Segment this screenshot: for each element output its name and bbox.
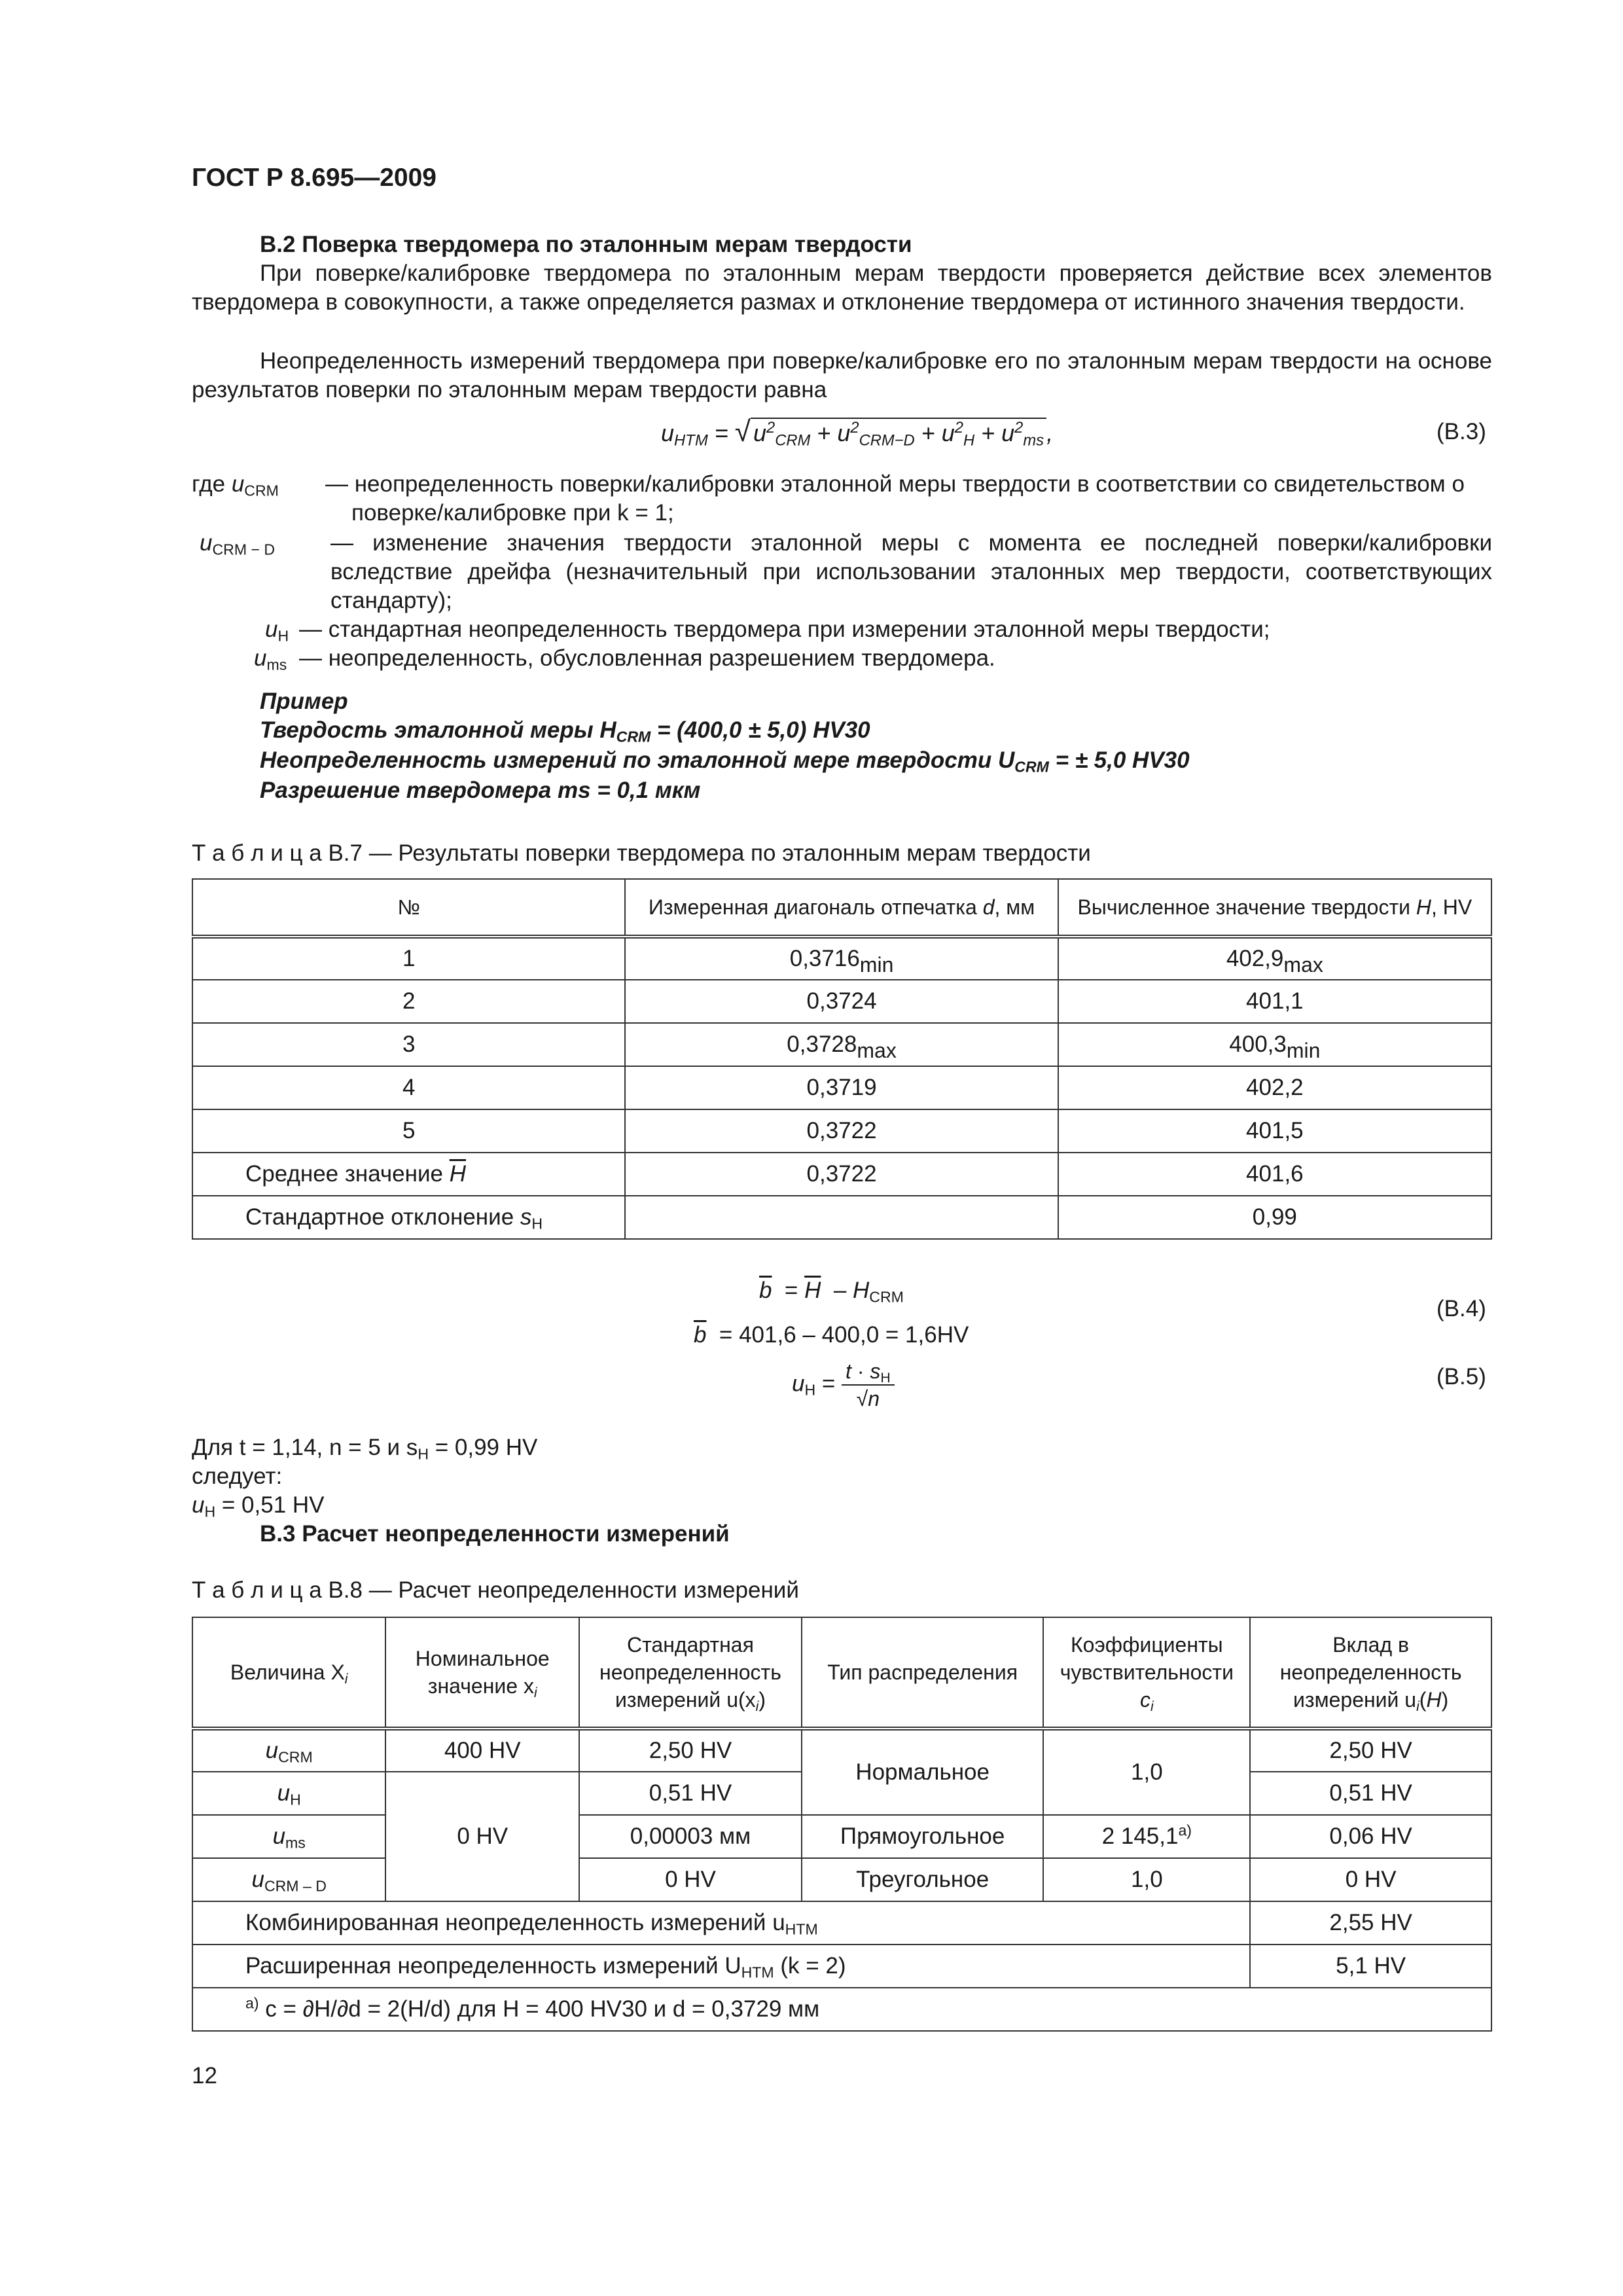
table-cell: 1,0 [1043, 1729, 1250, 1815]
table-cell: 400 HV [385, 1729, 579, 1772]
table-row-std [192, 1196, 1491, 1239]
table-b7-caption: Т а б л и ц а В.7 — Результаты поверки твердомера по эталонным мерам твердости [192, 840, 1091, 866]
table-cell: Нормальное [802, 1729, 1044, 1815]
table-cell: 0,3722 [625, 1109, 1058, 1153]
table-cell: 0,3722 [625, 1153, 1058, 1196]
table-cell: 402,2 [1058, 1066, 1491, 1109]
table-cell: 1 [192, 937, 625, 980]
example-resolution: Разрешение твердомера ms = 0,1 мкм [260, 778, 701, 803]
table-cell: 0,06 HV [1250, 1815, 1491, 1858]
equation-b3-number: (В.3) [1436, 419, 1486, 444]
table-cell: Среднее значение $\overline{H}$ [192, 1153, 625, 1196]
table-cell: 1,0 [1043, 1858, 1250, 1901]
definition-u-ms: — неопределенность, обусловленная разрешением твердомера. [299, 645, 995, 671]
section-b2-heading: В.2 Поверка твердомера по эталонным мерам твердости [260, 232, 912, 257]
follows-label: следует: [192, 1463, 283, 1489]
table-cell: 4 [192, 1066, 625, 1109]
table-cell: Расширенная неопределенность измерений $U_{НТМ}$ (k = 2) [192, 1945, 1250, 1988]
table-b8-header-distribution: Тип распределения [802, 1617, 1044, 1729]
table-b8-header-coefficients: Коэффициенты чувствительности $c_i$ [1043, 1617, 1250, 1729]
table-cell: Комбинированная неопределенность измерений $u_{НТМ}$ [192, 1901, 1250, 1945]
table-cell: $u_{ms}$ [192, 1815, 385, 1858]
equation-b4: $\overline{b} = \overline{H} - H_{CRM}$ [759, 1278, 904, 1306]
table-b8-caption: Т а б л и ц а В.8 — Расчет неопределенности измерений [192, 1577, 799, 1603]
table-b7-header-n: № [192, 879, 625, 937]
table-row [192, 1066, 1491, 1109]
table-row [192, 937, 1491, 980]
equation-b5-number: (В.5) [1436, 1364, 1486, 1390]
table-cell: 2,50 HV [1250, 1729, 1491, 1772]
table-cell: 0 HV [1250, 1858, 1491, 1901]
table-b7 [192, 878, 1492, 1240]
table-b7-header-hardness: Вычисленное значение твердости H, HV [1058, 879, 1491, 937]
table-cell: 401,6 [1058, 1153, 1491, 1196]
table-row [192, 1023, 1491, 1066]
table-cell: 0,51 HV [1250, 1772, 1491, 1815]
paragraph-1: При поверке/калибровке твердомера по эталонным мерам твердости проверяется действие всех элементов твердомера в совокупности, а также определяется размах и отклонение твердомера от истинного значения твердости. [192, 260, 1492, 315]
where-label: где $u_{CRM}$ [192, 471, 279, 499]
table-b8-header-std-uncertainty: Стандартная неопределенность измерений $u(x_i)$ [579, 1617, 802, 1729]
table-cell: 3 [192, 1023, 625, 1066]
table-cell: 0,3724 [625, 980, 1058, 1023]
table-cell: $u_H$ [192, 1772, 385, 1815]
table-cell: Прямоугольное [802, 1815, 1044, 1858]
table-cell: Треугольное [802, 1858, 1044, 1901]
table-cell: 5,1 HV [1250, 1945, 1491, 1988]
table-row-footnote [192, 1988, 1491, 2031]
table-row-expanded [192, 1945, 1491, 1988]
table-cell: 0,99 [1058, 1196, 1491, 1239]
table-cell: $0,3728_{max}$ [625, 1023, 1058, 1066]
table-row [192, 1729, 1491, 1772]
table-b8-header-quantity: Величина $X_i$ [192, 1617, 385, 1729]
table-cell: $402,9_{max}$ [1058, 937, 1491, 980]
equation-b3: $u_{НТМ}$ = √ $u^2_{CRM} + u^2_{CRM-D} + u^2_H + u^2_{ms}$ , [661, 416, 1054, 450]
table-cell: 0 HV [385, 1772, 579, 1901]
example-hardness: Твердость эталонной меры $H_{CRM} = (400,0 \pm 5,0)$ HV30 [260, 717, 870, 745]
table-b8-header-nominal: Номинальное значение $x_i$ [385, 1617, 579, 1729]
equation-b4-result: $\overline{b} = 401,6 - 400,0 = 1,6HV$ [694, 1322, 969, 1348]
definition-u-crm-d: — изменение значения твердости эталонной меры с момента ее последней поверки/калибровки вследствие дрейфа (незначительный при использовании эталонных мер твердости, соответствующих стандарту); [330, 530, 1492, 613]
table-cell [625, 1196, 1058, 1239]
table-cell: 401,5 [1058, 1109, 1491, 1153]
table-cell: 2,50 HV [579, 1729, 802, 1772]
table-cell: 401,1 [1058, 980, 1491, 1023]
table-b8 [192, 1617, 1492, 2032]
section-b3-heading: В.3 Расчет неопределенности измерений [260, 1521, 730, 1547]
table-cell: 0,3719 [625, 1066, 1058, 1109]
table-cell: 2 $145,1^{а)}$ [1043, 1815, 1250, 1858]
table-cell: $u_{CRM}$ [192, 1729, 385, 1772]
table-cell: 0,51 HV [579, 1772, 802, 1815]
symbol-u-h: $u_H$ [265, 617, 289, 645]
symbol-u-ms: $u_{ms}$ [254, 645, 287, 673]
table-cell: 0,00003 мм [579, 1815, 802, 1858]
equation-b5: $u_H$ = $\frac{t \cdot s_H}{√n}$ [792, 1358, 895, 1412]
table-row [192, 980, 1491, 1023]
table-cell: $u_{CRM - D}$ [192, 1858, 385, 1901]
example-uncertainty: Неопределенность измерений по эталонной мере твердости $U_{CRM}$ = ± 5,0 HV30 [260, 747, 1190, 776]
page-number: 12 [192, 2063, 217, 2089]
table-row-combined [192, 1901, 1491, 1945]
given-values: Для t = 1,14, n = 5 и $s_H = 0,99$ HV [192, 1435, 538, 1463]
table-b8-header-contribution: Вклад в неопределенность измерений $u_i(H)$ [1250, 1617, 1491, 1729]
table-row [192, 1109, 1491, 1153]
table-cell: 5 [192, 1109, 625, 1153]
document-id: ГОСТ Р 8.695—2009 [192, 164, 437, 192]
paragraph-2: Неопределенность измерений твердомера при поверке/калибровке его по эталонным мерам твердости на основе результатов поверки по эталонным мерам твердости равна [192, 348, 1492, 403]
symbol-u-crm-d: $u_{CRM - D}$ [200, 530, 276, 558]
definition-u-h: — стандартная неопределенность твердомера при измерении эталонной меры твердости; [299, 617, 1270, 642]
table-row-mean [192, 1153, 1491, 1196]
equation-b4-number: (В.4) [1436, 1296, 1486, 1321]
table-cell: $400,3_{min}$ [1058, 1023, 1491, 1066]
table-cell: Стандартное отклонение $s_H$ [192, 1196, 625, 1239]
table-cell: 2 [192, 980, 625, 1023]
example-title: Пример [260, 689, 348, 714]
table-cell: 0 HV [579, 1858, 802, 1901]
table-footnote: $^{а)}$ c = ∂H/∂d = 2(H/d) для H = 400 HV30 и d = 0,3729 мм [192, 1988, 1491, 2031]
u-h-result: $u_H = 0,51$ HV [192, 1492, 325, 1520]
table-b7-header-diag: Измеренная диагональ отпечатка d, мм [625, 879, 1058, 937]
table-cell: $0,3716_{min}$ [625, 937, 1058, 980]
definition-u-crm: — неопределенность поверки/калибровки эталонной меры твердости в соответствии со свидетельством о поверке/калибровке при k = 1; [325, 471, 1465, 526]
table-cell: 2,55 HV [1250, 1901, 1491, 1945]
